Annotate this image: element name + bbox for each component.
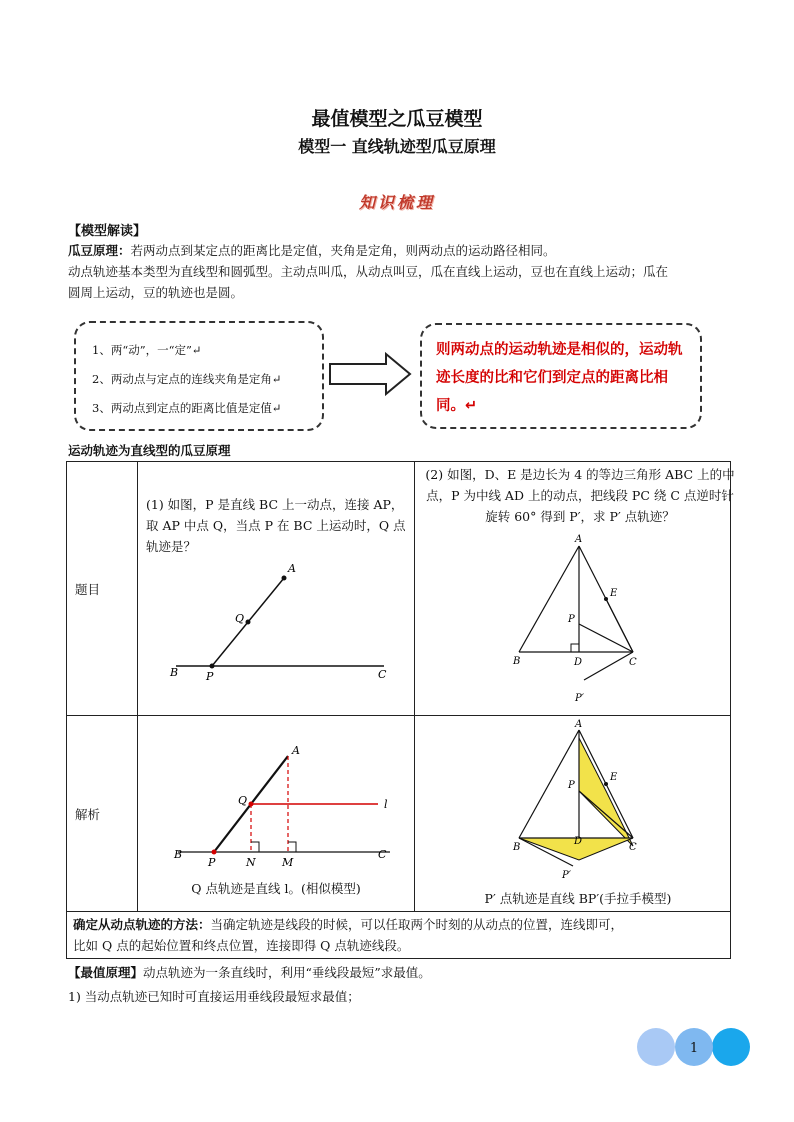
question-1-text: (1) 如图，P 是直线 BC 上一动点，连接 AP，取 AP 中点 Q，当点 P 在 BC 上运动时，Q 点轨迹是？	[146, 497, 406, 554]
label-P2: P	[568, 614, 575, 625]
label-E2: E	[610, 588, 618, 599]
figure-a2	[415, 716, 741, 886]
figure-a1	[138, 716, 414, 872]
principle-text2b: 圆周上运动，豆的轨迹也是圆。	[68, 285, 244, 300]
figure-q1	[138, 554, 414, 684]
label-C: C	[378, 668, 387, 681]
label-Pp2: P′	[575, 693, 584, 704]
page-subtitle: 模型一 直线轨迹型瓜豆原理	[298, 137, 496, 156]
question-1-cell	[138, 462, 415, 716]
answer-1-cell	[138, 716, 415, 912]
label-P4: P	[568, 780, 575, 791]
principle-label: 瓜豆原理：	[68, 243, 131, 258]
label-B3: B	[174, 848, 183, 861]
label-A3: A	[292, 744, 300, 757]
table-caption: 运动轨迹为直线型的瓜豆原理	[68, 443, 231, 458]
page-number: 1	[689, 1041, 699, 1056]
label-Pp4: P′	[562, 870, 571, 881]
condition-2: 2、两动点与定点的连线夹角是定角↵	[92, 372, 282, 386]
page-title: 最值模型之瓜豆模型	[311, 108, 483, 130]
principle-paragraph	[68, 240, 734, 261]
method-text2: 比如 Q 点的起始位置和终点位置，连接即得 Q 点轨迹线段。	[73, 938, 410, 953]
label-A2: A	[575, 534, 583, 545]
principle-text2a: 动点轨迹基本类型为直线型和圆弧型。主动点叫瓜，从动点叫豆，瓜在直线上运动，豆也在直线上运动；瓜在	[68, 264, 669, 279]
label-B: B	[170, 666, 179, 679]
method-row	[67, 912, 731, 959]
label-M3: M	[282, 856, 294, 869]
figure-q2	[415, 534, 741, 712]
model-header: 【模型解读】	[68, 224, 147, 239]
label-A: A	[288, 562, 296, 575]
principle-table	[66, 461, 735, 959]
label-P: P	[206, 670, 214, 683]
conclusion-text: 则两动点的运动轨迹是相似的，运动轨迹长度的比和它们到定点的距离比相同。↵	[436, 342, 683, 414]
max-principle-paragraph	[68, 962, 734, 983]
answer-2-cell	[415, 716, 731, 912]
label-N3: N	[246, 856, 256, 869]
label-C3: C	[378, 848, 387, 861]
label-C4: C	[629, 842, 637, 853]
principle-text: 若两动点到某定点的距离比是定值，夹角是定角，则两动点的运动路径相同。	[130, 243, 556, 258]
label-l3: l	[384, 798, 388, 811]
row-label-analysis: 解析	[67, 716, 138, 912]
question-2-text: (2) 如图，D、E 是边长为 4 的等边三角形 ABC 上的中点，P 为中线 AD 上的动点，把线段 PC 绕 C 点逆时针旋转 60° 得到 P′，求 P′ 点轨迹？	[425, 467, 735, 524]
answer-2-caption: P′ 点轨迹是直线 BP′(手拉手模型)	[484, 891, 672, 906]
section-heading: 知识梳理	[358, 193, 435, 212]
method-label: 确定从动点轨迹的方法：	[73, 917, 211, 932]
max-label: 【最值原理】	[68, 965, 144, 980]
label-C2: C	[629, 657, 637, 668]
label-P3: P	[208, 856, 216, 869]
answer-1-caption: Q 点轨迹是直线 l。(相似模型)	[191, 881, 361, 896]
label-A4: A	[575, 719, 583, 730]
label-D2: D	[574, 657, 583, 668]
question-2-cell	[415, 462, 735, 716]
label-Q: Q	[235, 612, 245, 625]
label-B4: B	[513, 842, 521, 853]
label-E4: E	[610, 772, 618, 783]
label-D4: D	[574, 836, 583, 847]
condition-3: 3、两动点到定点的距离比值是定值↵	[92, 401, 282, 415]
method-text: 当确定轨迹是线段的时候，可以任取两个时刻的从动点的位置，连线即可，	[210, 917, 624, 932]
label-B2: B	[513, 656, 521, 667]
arrow-right-icon	[328, 352, 414, 396]
max-text: 动点轨迹为一条直线时，利用“垂线段最短”求最值。	[143, 965, 431, 980]
max-item-1: 1) 当动点轨迹已知时可直接运用垂线段最短求最值；	[68, 989, 360, 1004]
row-label-question: 题目	[67, 462, 138, 716]
page-number-badge	[636, 1027, 756, 1067]
condition-1: 1、两“动”，一“定”↵	[92, 343, 202, 357]
label-Q3: Q	[238, 794, 248, 807]
